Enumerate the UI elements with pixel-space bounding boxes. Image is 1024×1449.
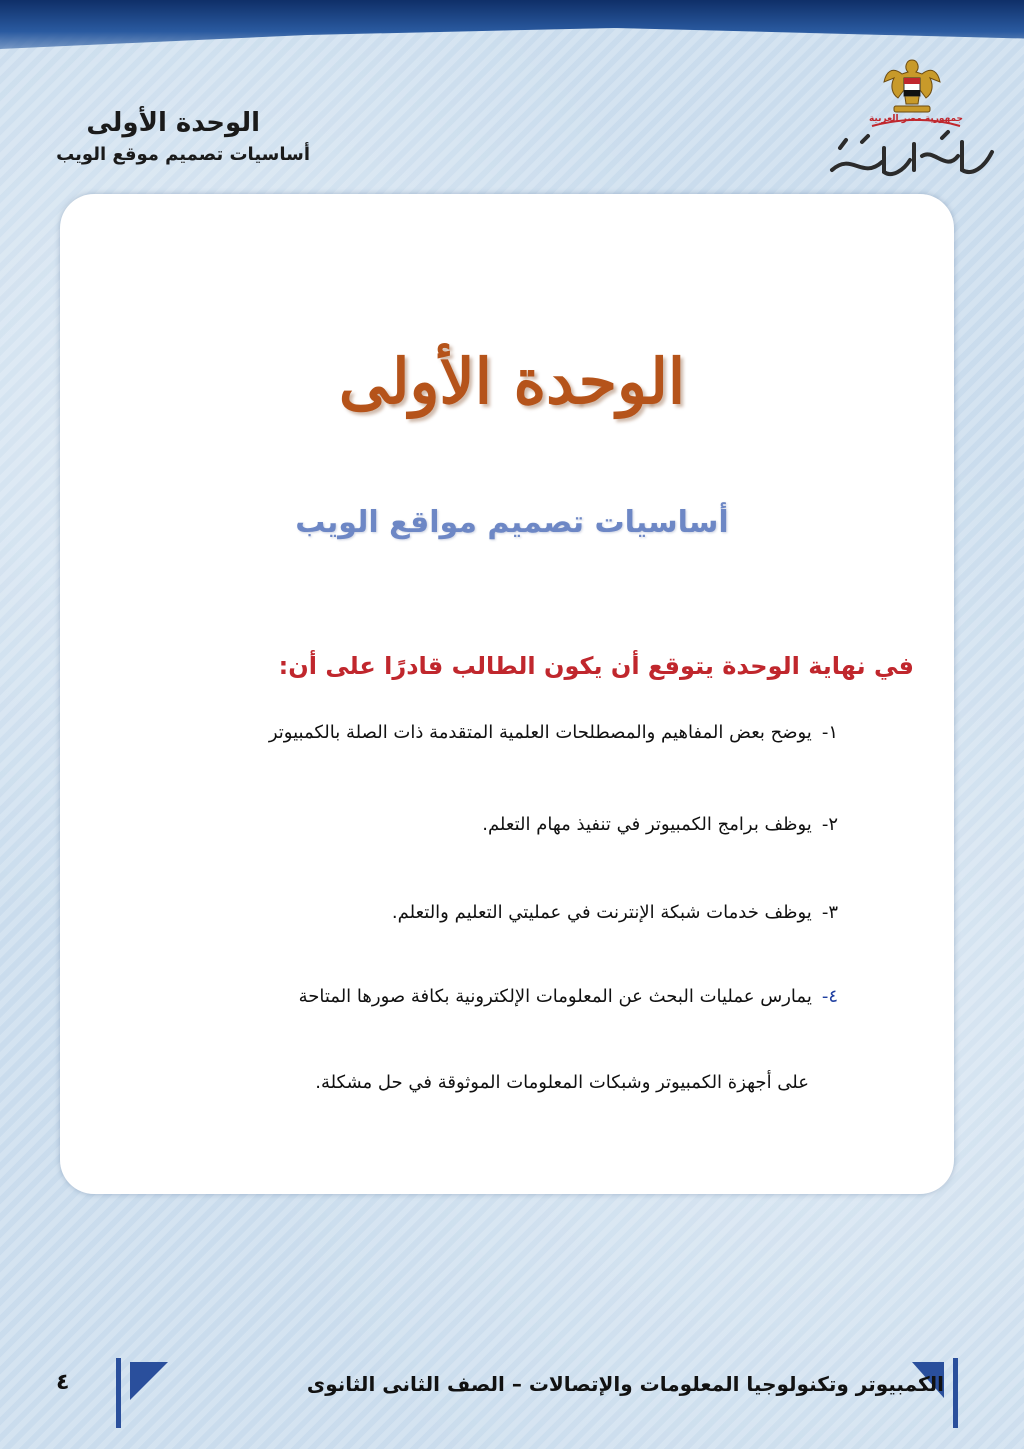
objective-item — [269, 722, 838, 743]
footer-title: الكمبيوتر وتكنولوجيا المعلومات والإتصالات – الصف الثانى الثانوى — [306, 1372, 944, 1396]
page-title: الوحدة الأولى — [338, 345, 686, 418]
objective-item — [299, 986, 838, 1007]
content-card — [60, 194, 954, 1194]
objectives-intro: في نهاية الوحدة يتوقع أن يكون الطالب قادرًا على أن: — [278, 652, 914, 680]
running-header — [10, 108, 310, 165]
objective-number: ٢- — [821, 814, 838, 835]
objective-continuation: على أجهزة الكمبيوتر وشبكات المعلومات الموثوقة في حل مشكلة. — [315, 1072, 809, 1093]
objective-number: ٣- — [821, 902, 838, 923]
header-unit-label: الوحدة الأولى — [86, 108, 260, 138]
objective-number: ٤- — [821, 986, 838, 1007]
objective-text: يوضح بعض المفاهيم والمصطلحات العلمية المتقدمة ذات الصلة بالكمبيوتر — [268, 722, 812, 743]
header-subtitle: أساسيات تصميم موقع الويب — [56, 144, 310, 165]
ministry-logo — [822, 52, 1002, 187]
objective-text: يمارس عمليات البحث عن المعلومات الإلكترونية بكافة صورها المتاحة — [298, 986, 812, 1007]
objective-item — [482, 814, 838, 835]
page-subtitle: أساسيات تصميم مواقع الويب — [295, 505, 729, 540]
logo-country-text: جمهورية مصر العربية — [868, 114, 964, 124]
footer-corner-left-icon — [116, 1358, 176, 1428]
objective-text: يوظف برامج الكمبيوتر في تنفيذ مهام التعلم. — [482, 814, 812, 835]
logo-ministry-text — [822, 180, 1002, 181]
objective-text: يوظف خدمات شبكة الإنترنت في عمليتي التعليم والتعلم. — [391, 902, 812, 923]
objective-item — [392, 902, 838, 923]
objective-number: ١- — [821, 722, 838, 743]
page-number: ٤ — [56, 1370, 70, 1395]
